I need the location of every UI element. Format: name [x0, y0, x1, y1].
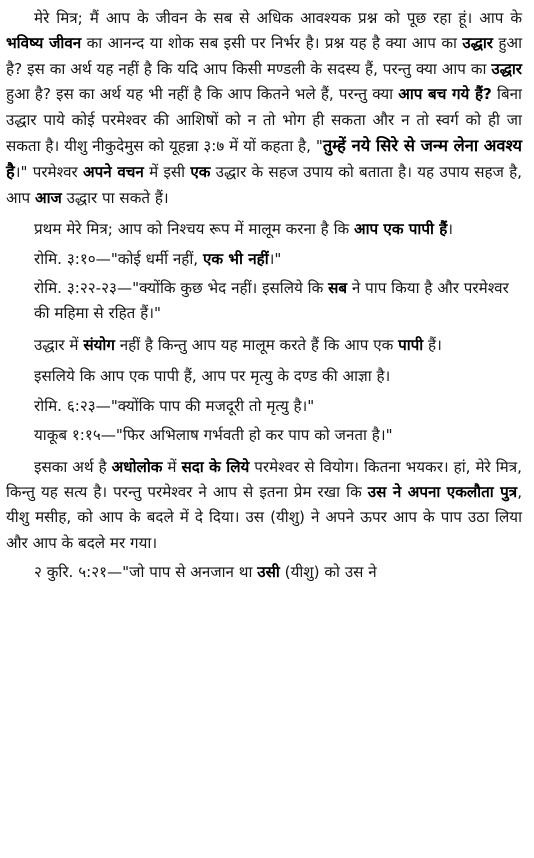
body-text: हुआ है? इस का अर्थ यह नहीं है कि यदि आप किसी मण्डली के सदस्य हैं, परन्तु क्या आप का — [6, 34, 522, 78]
verse-romans-3-22-23 — [6, 276, 522, 327]
body-text: का आनन्द या शोक सब इसी पर निर्भर है। प्रश्न यह है क्या आप का — [81, 34, 463, 53]
paragraph-4 — [6, 364, 522, 389]
emphasized-text: आप बच गये हैं? — [398, 85, 492, 104]
body-text: इसलिये कि आप एक पापी हैं, आप पर मृत्यु के दण्ड की आज्ञा है। — [34, 367, 391, 386]
verse-james-1-15 — [6, 423, 522, 448]
body-text: प्रथम मेरे मित्र; आप को निश्चय रूप में मालूम करना है कि — [34, 220, 354, 239]
emphasized-text: पापी — [398, 335, 424, 354]
emphasized-text: अधोलोक — [111, 457, 163, 476]
emphasized-text: आज — [34, 188, 62, 207]
paragraph-2 — [6, 217, 522, 242]
body-text: नहीं है किन्तु आप यह मालूम करते हैं कि आप एक — [114, 335, 399, 354]
body-text: ने पाप किया है और परमेश्वर की महिमा से रहित हैं।" — [34, 279, 509, 323]
body-text: । — [447, 220, 454, 239]
body-text: रोमि. ३:१०—"कोई धर्मी नहीं, — [34, 249, 203, 268]
paragraph-1 — [6, 6, 522, 211]
body-text: २ कुरि. ५:२१—"जो पाप से अनजान था — [34, 563, 258, 582]
emphasized-text: सदा के लिये — [181, 457, 250, 476]
emphasized-text: उद्धार — [491, 59, 522, 78]
emphasized-text: एक भी नहीं — [202, 249, 269, 268]
body-text: हुआ है? इस का अर्थ यह भी नहीं है कि आप कितने भले हैं, परन्तु क्या — [6, 85, 399, 104]
body-text: ।" — [268, 249, 282, 268]
body-text: परमेश्वर से वियोग। कितना भयकर। हां, मेरे मित्र, किन्तु यह सत्य है। परन्तु परमेश्वर ने आप से इतना प्रेम रखा कि — [6, 457, 522, 501]
body-text: रोमि. ३:२२-२३—"क्योंकि कुछ भेद नहीं। इसलिये कि — [34, 279, 329, 298]
body-text: (यीशु) को उस ने — [279, 563, 377, 582]
body-text: रोमि. ६:२३—"क्योंकि पाप की मजदूरी तो मृत्यु है।" — [34, 396, 315, 415]
body-text: उद्धार के सहज उपाय को बताता है। यह उपाय सहज है, आप — [6, 163, 522, 207]
body-text: याकूब १:१५—"फिर अभिलाष गर्भवती हो कर पाप को जनता है।" — [34, 426, 393, 445]
verse-romans-6-23 — [6, 394, 522, 419]
emphasized-text: उस ने अपना एकलौता पुत्र — [367, 482, 518, 501]
body-text: उद्धार में — [34, 335, 84, 354]
emphasized-text: उसी — [257, 563, 280, 582]
emphasized-text: संयोग — [83, 335, 115, 354]
body-text: उद्धार पा सकते हैं। — [61, 188, 169, 207]
emphasized-text: अपने वचन — [82, 163, 144, 182]
emphasized-text: आप एक पापी हैं — [354, 220, 448, 239]
paragraph-3 — [6, 333, 522, 358]
body-text: बिना उद्धार पाये कोई परमेश्वर की आशिषों को न तो भोग ही सकता और न तो स्वर्ग को ही जा सकता है। यीशु नीकुदेमुस को यूहन्ना ३:७ में यों कहता है, " — [6, 85, 522, 156]
paragraph-5 — [6, 455, 522, 557]
emphasized-text: भविष्य जीवन — [6, 34, 82, 53]
body-text: मेरे मित्र; मैं आप के जीवन के सब से अधिक आवश्यक प्रश्न को पूछ रहा हूं। आप के — [34, 9, 522, 27]
body-text: ।" परमेश्वर — [14, 163, 83, 182]
emphasized-text: उद्धार — [462, 34, 493, 53]
emphasized-text: तुम्हें नये सिरे से जन्म लेना अवश्य है — [6, 136, 523, 182]
body-text: में इसी — [143, 163, 191, 182]
verse-2-corinthians-5-21 — [6, 560, 522, 585]
verse-romans-3-10 — [6, 247, 522, 272]
body-text: , यीशु मसीह, को आप के बदले में दे दिया। उस (यीशु) ने अपने ऊपर आप के पाप उठा लिया और आप के बदले मर गया। — [6, 482, 523, 552]
body-text: हैं। — [423, 335, 442, 354]
emphasized-text: एक — [190, 163, 211, 182]
body-text: इसका अर्थ है — [34, 457, 112, 476]
body-text: में — [162, 457, 182, 476]
emphasized-text: सब — [328, 279, 348, 298]
